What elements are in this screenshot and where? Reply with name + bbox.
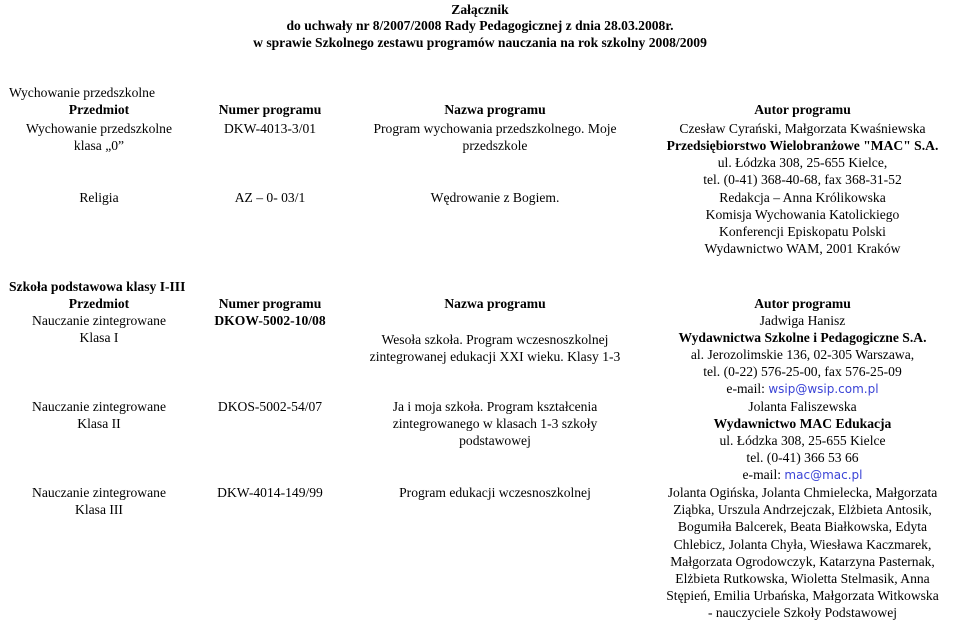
author-line: Bogumiła Balcerek, Beata Białkowska, Edyta: [677, 519, 928, 535]
program-name: Program edukacji wczesnoszkolnej: [399, 485, 591, 500]
address-line: al. Jerozolimskie 136, 02-305 Warszawa,: [690, 347, 915, 362]
author-line: Stępień, Emilia Urbańska, Małgorzata Witkowska: [666, 588, 939, 604]
author-line: Ziąbka, Urszula Andrzejczak, Elżbieta Antosik,: [673, 502, 932, 518]
program-name: [350, 398, 640, 449]
name-line: Ja i moja szkoła. Program kształcenia: [392, 399, 598, 414]
author-line: Elżbieta Rutkowska, Wioletta Stelmasik, Anna: [675, 571, 930, 587]
email-link[interactable]: wsip@wsip.com.pl: [768, 382, 879, 396]
program-number: DKW-4013-3/01: [223, 121, 317, 136]
resolution-subject-line: w sprawie Szkolnego zestawu programów nauczania na rok szkolny 2008/2009: [253, 35, 707, 50]
subject-cell: [9, 398, 189, 432]
author-line: Małgorzata Ogrodowczyk, Katarzyna Pasternak,: [670, 553, 935, 569]
author-line: Jolanta Faliszewska: [748, 399, 857, 414]
email-line: [650, 466, 955, 484]
resolution-line: do uchwały nr 8/2007/2008 Rady Pedagogicznej z dnia 28.03.2008r.: [286, 18, 674, 33]
name-line: podstawowej: [459, 433, 531, 448]
col-header-number: Numer programu: [218, 102, 322, 117]
name-line: przedszkole: [462, 138, 528, 153]
section-title-preschool: Wychowanie przedszkolne: [9, 85, 156, 100]
col-header-number: Numer programu: [218, 296, 322, 311]
subject-cell: [9, 120, 189, 154]
author-line: Jolanta Ogińska, Jolanta Chmielecka, Małgorzata: [667, 485, 938, 500]
subject-line: Klasa II: [77, 416, 121, 431]
program-author: [650, 120, 955, 188]
name-line: zintegrowanego w klasach 1-3 szkoły: [392, 416, 598, 431]
author-line: Jadwiga Hanisz: [759, 313, 846, 328]
email-line: [650, 380, 955, 398]
col-header-name: Nazwa programu: [444, 102, 546, 117]
program-name: [350, 120, 640, 154]
subject-line: klasa „0”: [73, 138, 125, 153]
col-header-author: Autor programu: [754, 296, 851, 311]
name-line: zintegrowanej edukacji XXI wieku. Klasy 1-3: [369, 349, 621, 364]
author-line: Konferencji Episkopatu Polski: [719, 224, 886, 239]
section-title-primary: Szkoła podstawowa klasy I-III: [9, 279, 186, 294]
phone-line: tel. (0-41) 368-40-68, fax 368-31-52: [703, 172, 902, 187]
address-line: ul. Łódzka 308, 25-655 Kielce: [719, 433, 886, 448]
subject-cell: [9, 484, 189, 518]
program-number: AZ – 0- 03/1: [234, 190, 306, 205]
phone-line: tel. (0-22) 576-25-00, fax 576-25-09: [703, 364, 902, 379]
program-author: [650, 398, 955, 484]
program-name: [350, 331, 640, 365]
subject-line: Nauczanie zintegrowane: [32, 485, 166, 500]
publisher-line: Przedsiębiorstwo Wielobranżowe "MAC" S.A.: [666, 138, 939, 153]
program-name: Wędrowanie z Bogiem.: [430, 190, 560, 205]
col-header-subject: Przedmiot: [68, 102, 130, 117]
address-line: ul. Łódzka 308, 25-655 Kielce,: [717, 155, 888, 170]
author-line: Komisja Wychowania Katolickiego: [705, 207, 900, 222]
subject-line: Nauczanie zintegrowane: [32, 313, 166, 328]
program-number: DKW-4014-149/99: [217, 485, 323, 500]
author-line: Chlebicz, Jolanta Chyła, Wiesława Kaczmarek,: [673, 536, 932, 552]
subject-line: Klasa I: [79, 330, 119, 345]
program-author: [650, 312, 955, 398]
name-line: Wesoła szkoła. Program wczesnoszkolnej: [381, 332, 609, 347]
publisher-line: Wydawnictwa Szkolne i Pedagogiczne S.A.: [678, 330, 927, 345]
subject-line: Wychowanie przedszkolne: [25, 121, 172, 136]
email-link[interactable]: mac@mac.pl: [784, 468, 863, 482]
publisher-line: Wydawnictwo MAC Edukacja: [713, 416, 892, 431]
author-line: Czesław Cyrański, Małgorzata Kwaśniewska: [679, 121, 926, 136]
author-line: Redakcja – Anna Królikowska: [719, 190, 886, 205]
email-label: e-mail:: [726, 381, 769, 396]
col-header-subject: Przedmiot: [68, 296, 130, 311]
col-header-author: Autor programu: [754, 102, 851, 117]
col-header-name: Nazwa programu: [444, 296, 546, 311]
program-author: [650, 189, 955, 257]
program-author: [650, 484, 955, 622]
program-number: DKOW-5002-10/08: [214, 313, 326, 328]
name-line: Program wychowania przedszkolnego. Moje: [373, 121, 617, 136]
publisher-line: Wydawnictwo WAM, 2001 Kraków: [704, 241, 901, 256]
attachment-title: Załącznik: [451, 2, 509, 17]
subject-line: Klasa III: [75, 502, 123, 517]
subject-line: Nauczanie zintegrowane: [32, 399, 166, 414]
program-number: DKOS-5002-54/07: [217, 399, 323, 414]
subject-cell: [9, 312, 189, 346]
author-line: - nauczyciele Szkoły Podstawowej: [707, 605, 898, 621]
phone-line: tel. (0-41) 366 53 66: [746, 450, 859, 465]
subject-cell: Religia: [79, 190, 119, 205]
email-label: e-mail:: [742, 467, 785, 482]
